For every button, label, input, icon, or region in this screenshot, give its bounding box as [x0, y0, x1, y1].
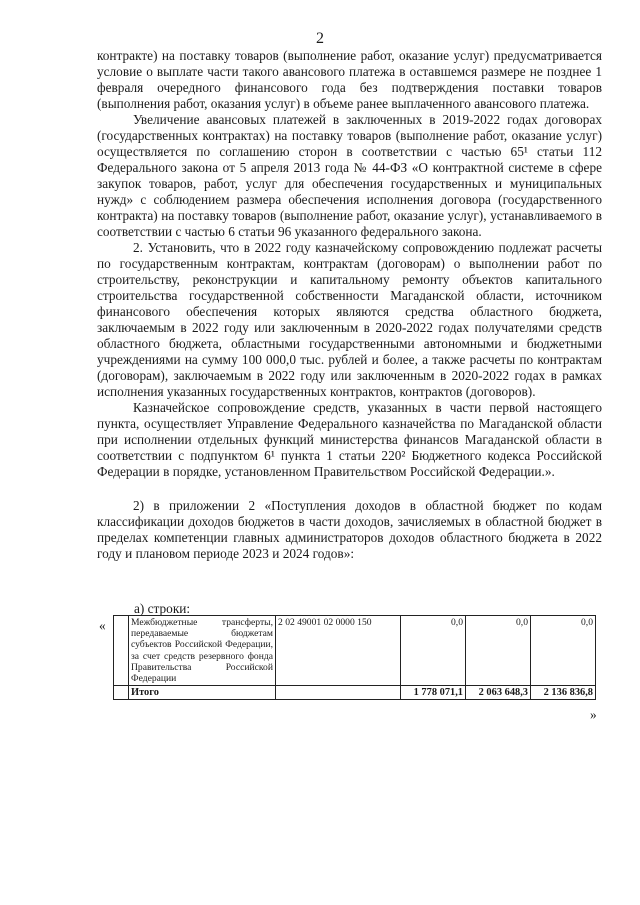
page-number: 2: [316, 30, 324, 47]
quote-open-mark: «: [99, 618, 106, 633]
table-cell-value-2022: 0,0: [401, 616, 466, 686]
paragraph-treasury-support: 2. Установить, что в 2022 году казначейскому сопровождению подлежат расчеты по государственным контрактам, контрактам (договорам) о выполнении работ по строительству, реконструкции и капитальному ремонту объектов капитального строительства государственной собственности Магаданской области, источником финансового обеспечения которых являются средства областного бюджета, заключаемым в 2022 году или заключенным в 2020-2022 годах получателями средств областного бюджета, областными государственными автономными и бюджетными учреждениями на сумму 100 000,0 тыс. рублей и более, а также расчеты по контрактам (договорам), заключаемым в 2022 году или заключенным в 2020-2022 годах в рамках исполнения указанных государственных контрактов, контрактов (договоров).: [97, 240, 602, 399]
subheading-rows: а) строки:: [134, 601, 191, 616]
document-body: [97, 48, 602, 562]
table-stub-cell: [114, 616, 129, 686]
table-total-label: Итого: [129, 686, 276, 700]
table-total-2022: 1 778 071,1: [401, 686, 466, 700]
table-cell-value-2023: 0,0: [466, 616, 531, 686]
table-stub-cell: [114, 686, 129, 700]
paragraph-continuation: контракте) на поставку товаров (выполнение работ, оказание услуг) предусматривается условие о выплате части такого авансового платежа в оставшемся размере не позднее 1 февраля очередного финансового года без подтверждения поставки товаров (выполнения работ, оказания услуг) в объеме ранее выплаченного авансового платежа.: [97, 48, 602, 111]
revenue-table: [113, 615, 596, 700]
table-row-total: [114, 686, 596, 700]
table-cell-name: Межбюджетные трансферты, передаваемые бюджетам субъектов Российской Федерации, за счет средств резервного фонда Правительства Российской Федерации: [129, 616, 276, 686]
paragraph-appendix-2: 2) в приложении 2 «Поступления доходов в областной бюджет по кодам классификации доходов бюджетов в части доходов, зачисляемых в областной бюджет в пределах компетенции главных администраторов доходов областного бюджета в 2022 году и плановом периоде 2023 и 2024 годов»:: [97, 498, 602, 561]
table-row: [114, 616, 596, 686]
table-total-code-empty: [276, 686, 401, 700]
table-cell-value-2024: 0,0: [531, 616, 596, 686]
table-total-2024: 2 136 836,8: [531, 686, 596, 700]
paragraph-treasury-authority: Казначейское сопровождение средств, указанных в части первой настоящего пункта, осуществляет Управление Федерального казначейства по Магаданской области при исполнении отдельных функций министерства финансов Магаданской области в соответствии с подпунктом 6¹ пункта 1 статьи 220² Бюджетного кодекса Российской Федерации в порядке, установленном Правительством Российской Федерации.».: [97, 400, 602, 479]
table-cell-code: 2 02 49001 02 0000 150: [276, 616, 401, 686]
quote-close-mark: »: [590, 707, 597, 722]
table-total-2023: 2 063 648,3: [466, 686, 531, 700]
paragraph-advance-payments: Увеличение авансовых платежей в заключенных в 2019-2022 годах договорах (государственных контрактах) на поставку товаров (выполнение работ, оказание услуг) осуществляется по соглашению сторон в соответствии с частью 65¹ статьи 112 Федерального закона от 5 апреля 2013 года № 44-ФЗ «О контрактной системе в сфере закупок товаров, работ, услуг для обеспечения государственных и муниципальных нужд» с соблюдением размера обеспечения исполнения договора (государственного контракта) на поставку товаров (выполнение работ, оказание услуг), устанавливаемого в соответствии с частью 6 статьи 96 указанного федерального закона.: [97, 112, 602, 239]
